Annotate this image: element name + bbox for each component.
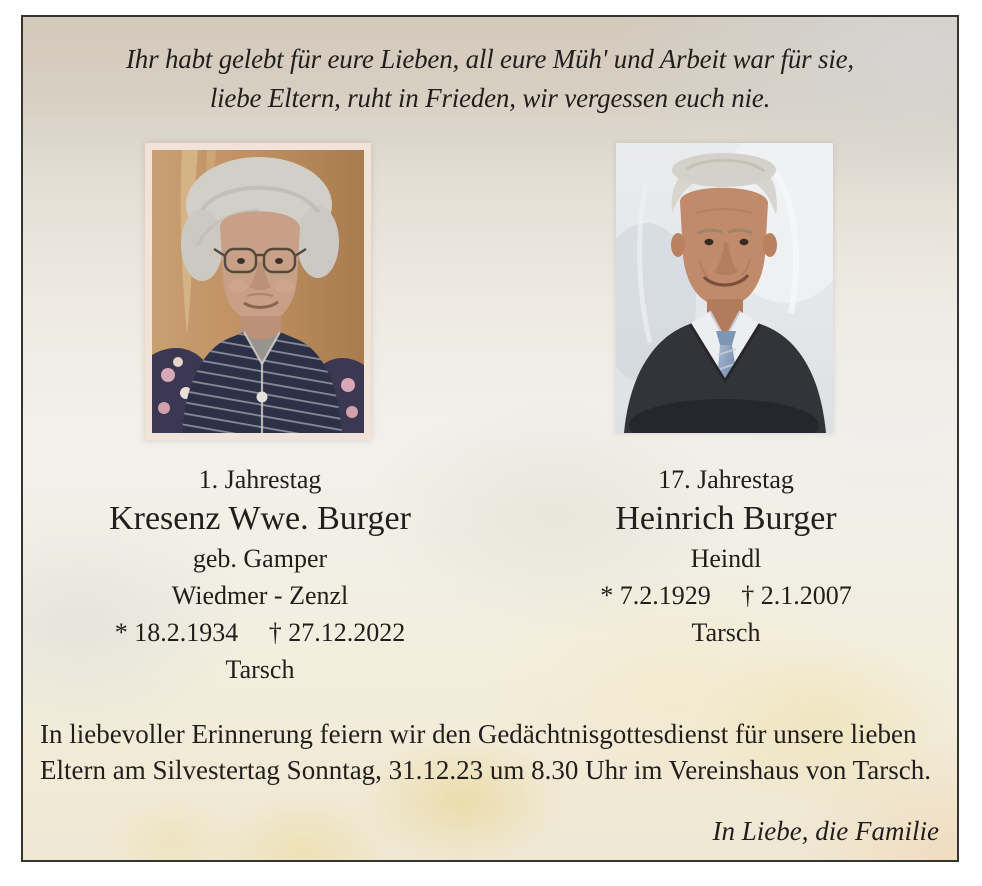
photo-kresenz-burger (145, 143, 371, 440)
house-name: Heindl (690, 544, 762, 573)
death-date: † 2.1.2007 (741, 581, 852, 610)
memorial-entry-heinrich (495, 461, 957, 651)
place-name: Tarsch (691, 618, 761, 647)
right-eye (275, 258, 283, 264)
life-dates (25, 614, 495, 651)
life-dates (495, 577, 957, 614)
epigraph-line1: Ihr habt gelebt für eure Lieben, all eure Müh' und Arbeit war für sie, (126, 44, 854, 74)
closing-signature: In Liebe, die Familie (712, 816, 939, 846)
death-date: † 27.12.2022 (268, 618, 406, 647)
epigraph-line2: liebe Eltern, ruht in Frieden, wir vergessen euch nie. (209, 83, 771, 113)
anniversary-label: 17. Jahrestag (658, 465, 794, 494)
epigraph (23, 40, 957, 118)
anniversary-label: 1. Jahrestag (198, 465, 322, 494)
portrait-elderly-man (616, 143, 833, 433)
portrait-elderly-woman (152, 150, 364, 433)
person-name: Kresenz Wwe. Burger (109, 500, 411, 537)
announcement-text: In liebevoller Erinnerung feiern wir den Gedächtnisgottesdienst für unsere lieben Eltern am Silvestertag Sonntag, 31.12.23 um 8.30 Uhr im Vereinshaus von Tarsch. (40, 719, 931, 785)
birth-date: * 18.2.1934 (114, 618, 239, 647)
person-name: Heinrich Burger (615, 500, 837, 537)
memorial-entry-kresenz (25, 461, 495, 688)
woman-face (220, 211, 300, 324)
place-name: Tarsch (225, 655, 295, 684)
memorial-card (21, 15, 959, 862)
photo-heinrich-burger (616, 143, 833, 433)
left-eye (237, 258, 245, 264)
birth-date: * 7.2.1929 (600, 581, 711, 610)
maiden-name: geb. Gamper (192, 544, 328, 573)
house-name: Wiedmer - Zenzl (171, 581, 349, 610)
